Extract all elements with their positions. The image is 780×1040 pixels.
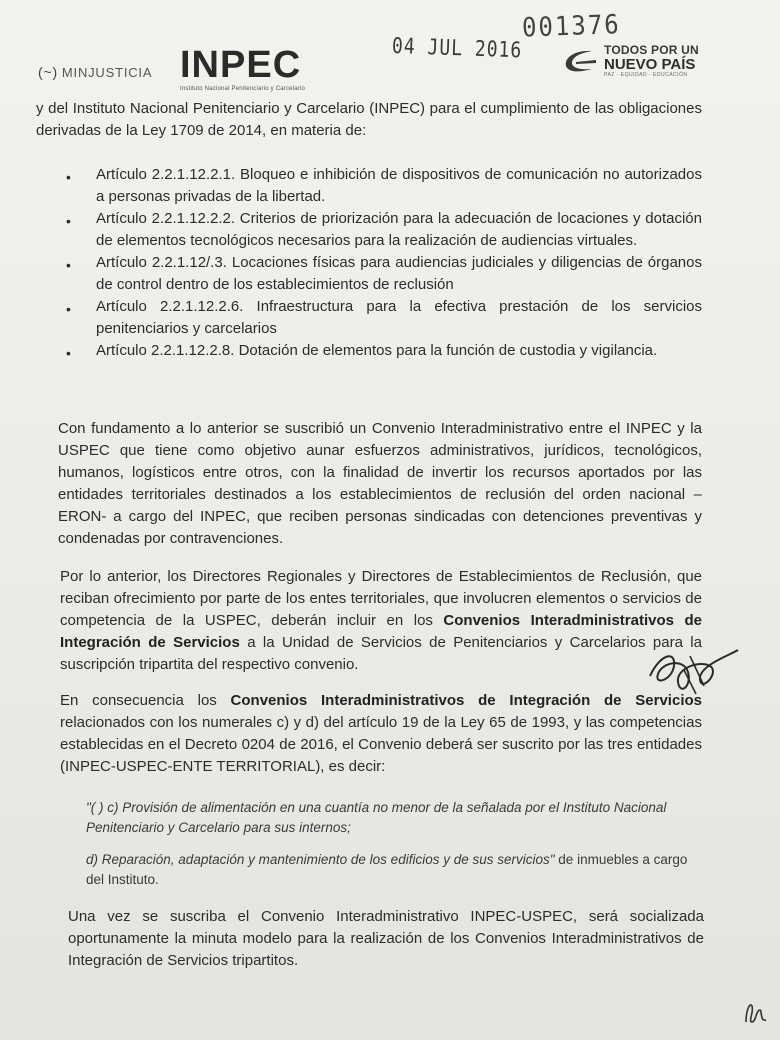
list-item: • Artículo 2.2.1.12.2.1. Bloqueo e inhibición de dispositivos de comunicación no autorizados a personas privadas de la libertad.	[62, 164, 702, 208]
paragraph-bold: Convenios Interadministrativos de Integración de Servicios	[60, 612, 702, 651]
pais-line1: TODOS POR UN	[604, 43, 699, 57]
list-item: • Artículo 2.2.1.12.2.2. Criterios de priorización para la adecuación de locaciones y dotación de elementos tecnológicos necesarios para la realización de audiencias virtuales.	[62, 208, 702, 252]
quote-item-d	[86, 850, 706, 890]
paragraph-minuta: Una vez se suscriba el Convenio Interadministrativo INPEC-USPEC, será socializada oportunamente la minuta modelo para la realización de los Convenios Interadministrativos de Integración de Servicios tripartitos.	[68, 908, 704, 969]
list-item: • Artículo 2.2.1.12/.3. Locaciones físicas para audiencias judiciales y diligencias de órganos de control dentro de los establecimientos de reclusión	[62, 252, 702, 296]
quote-tail: de inmuebles a cargo del Instituto.	[86, 852, 688, 887]
quote-italic: d) Reparación, adaptación y mantenimiento de los edificios y de sus servicios"	[86, 852, 555, 867]
todos-por-un-nuevo-pais-logo	[562, 44, 699, 78]
pais-line3: PAZ · EQUIDAD · EDUCACIÓN	[604, 72, 688, 79]
inpec-logo	[180, 46, 305, 92]
paragraph-convenio: Con fundamento a lo anterior se suscribió un Convenio Interadministrativo entre el INPEC y la USPEC que tiene como objetivo aunar esfuerzos administrativos, jurídicos, tecnológicos, humanos, logísticos entre otros, con la finalidad de invertir los recursos aportados por las entidades territoriales destinados a los establecimientos de reclusión del orden nacional –ERON- a cargo del INPEC, que reciben personas sindicadas con detenciones preventivas y condenadas por contravenciones.	[58, 420, 702, 547]
inpec-subtitle: Instituto Nacional Penitenciario y Carcelario	[180, 86, 306, 92]
date-stamp: 04 JUL 2016	[391, 33, 523, 64]
paragraph-text: relacionados con los numerales c) y d) del artículo 19 de la Ley 65 de 1993, y las competencias establecidas en el Decreto 0204 de 2016, el Convenio deberá ser suscrito por las tres entidades (INPEC-USPEC-ENTE TERRITORIAL), es decir:	[60, 714, 702, 775]
paragraph-consecuencia	[60, 690, 702, 778]
articles-list	[62, 164, 702, 362]
paragraph-text: a la Unidad de Servicios de Penitenciarios y Carcelarios para la suscripción tripartita del respectivo convenio.	[60, 634, 702, 673]
minjusticia-logo	[38, 64, 152, 80]
minjusticia-emblem-icon: (~)	[38, 64, 58, 80]
minjusticia-label: MINJUSTICIA	[61, 64, 153, 80]
initial-mark-icon	[740, 996, 772, 1028]
inpec-wordmark: INPEC	[180, 44, 302, 86]
paragraph-text: Por lo anterior, los Directores Regionales y Directores de Establecimientos de Reclusión, que reciban ofrecimiento por parte de los entes territoriales, que involucren elementos o servicios de competencia de la USPEC, deberán incluir en los	[60, 568, 702, 629]
paragraph-bold: Convenios Interadministrativos de Integración de Servicios	[230, 692, 702, 709]
paragraph-directores	[60, 566, 702, 676]
radicado-number: 001376	[521, 8, 622, 44]
quote-item-c: "( ) c) Provisión de alimentación en una cuantía no menor de la señalada por el Instituto Nacional Penitenciario y Carcelario para sus internos;	[86, 800, 667, 835]
nuevo-pais-swoosh-icon	[562, 48, 598, 74]
intro-paragraph: y del Instituto Nacional Penitenciario y Carcelario (INPEC) para el cumplimiento de las obligaciones derivadas de la Ley 1709 de 2014, en materia de:	[36, 100, 702, 139]
list-item: • Artículo 2.2.1.12.2.8. Dotación de elementos para la función de custodia y vigilancia.	[62, 340, 702, 362]
pais-line2: NUEVO PAÍS	[604, 55, 696, 73]
paragraph-text: En consecuencia los	[60, 692, 231, 709]
list-item: • Artículo 2.2.1.12.2.6. Infraestructura para la efectiva prestación de los servicios penitenciarios y carcelarios	[62, 296, 702, 340]
